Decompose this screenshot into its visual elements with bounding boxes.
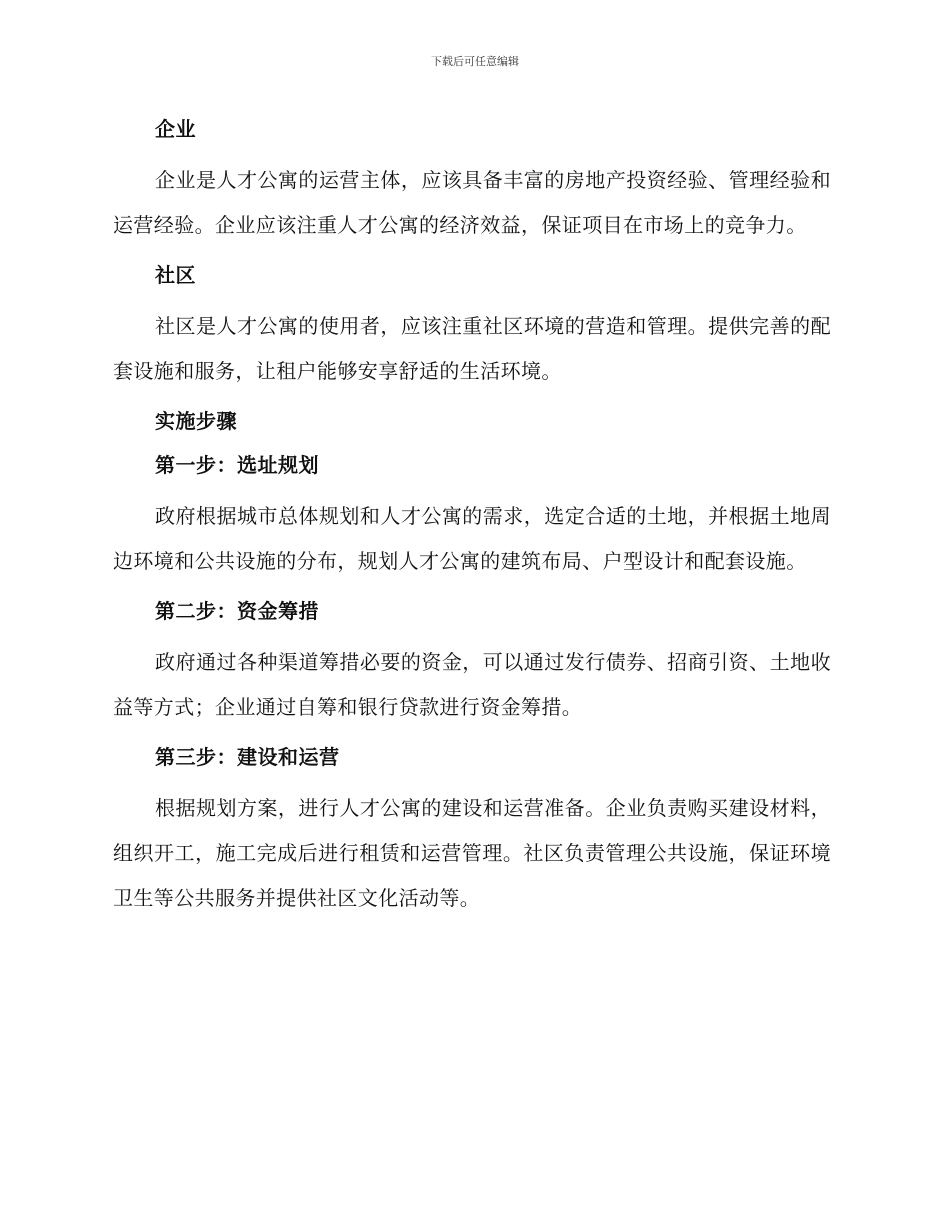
section-paragraph-enterprise: 企业是人才公寓的运营主体，应该具备丰富的房地产投资经验、管理经验和运营经验。企业应该注重人才公寓的经济效益，保证项目在市场上的竞争力。	[113, 168, 831, 237]
section-paragraph-step2: 政府通过各种渠道筹措必要的资金，可以通过发行债券、招商引资、土地收益等方式；企业通过自筹和银行贷款进行资金筹措。	[113, 650, 831, 719]
section-heading-community: 社区	[155, 263, 196, 287]
section-paragraph-community: 社区是人才公寓的使用者，应该注重社区环境的营造和管理。提供完善的配套设施和服务，让租户能够安享舒适的生活环境。	[113, 314, 831, 383]
document-body	[113, 110, 831, 933]
page-header: 下载后可任意编辑	[431, 55, 519, 68]
section-paragraph-step1: 政府根据城市总体规划和人才公寓的需求，选定合适的土地，并根据土地周边环境和公共设施的分布，规划人才公寓的建筑布局、户型设计和配套设施。	[113, 504, 831, 573]
section-heading-step2: 第二步：资金筹措	[155, 599, 319, 623]
section-heading-implementation: 实施步骤	[155, 409, 237, 433]
section-paragraph-step3: 根据规划方案，进行人才公寓的建设和运营准备。企业负责购买建设材料，组织开工，施工完成后进行租赁和运营管理。社区负责管理公共设施，保证环境卫生等公共服务并提供社区文化活动等。	[113, 796, 831, 910]
section-heading-step3: 第三步：建设和运营	[155, 745, 340, 769]
section-heading-step1: 第一步：选址规划	[155, 453, 319, 477]
section-heading-enterprise: 企业	[155, 117, 196, 141]
